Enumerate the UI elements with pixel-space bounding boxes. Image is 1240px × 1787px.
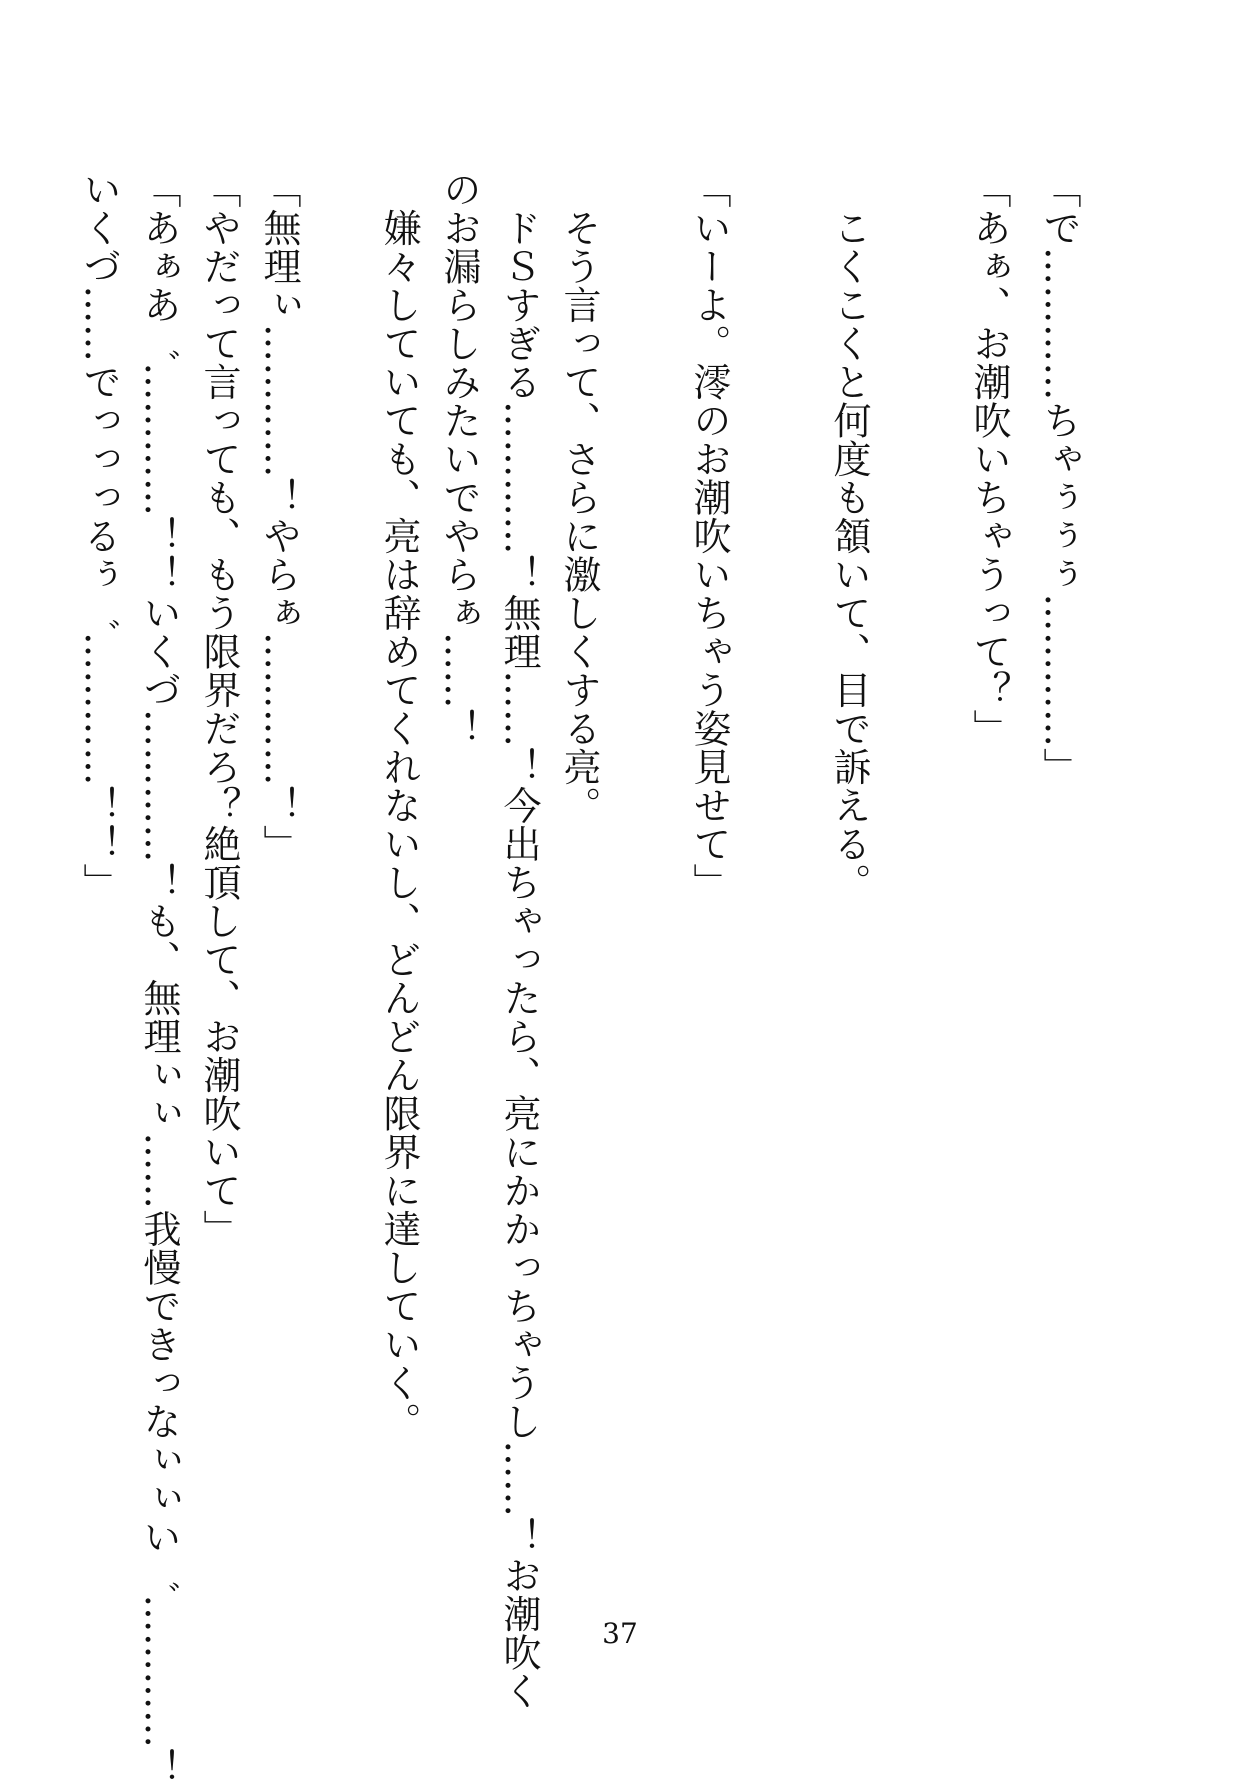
text-line-10: のお漏らしみたいでやらぁ……！ — [437, 170, 481, 748]
blank-line-3 — [895, 170, 943, 1700]
text-line-8: そう言って、さらに激しくする亮。 — [557, 170, 601, 825]
text-line-2: 「あぁ、お潮吹いちゃうって？」 — [967, 170, 1011, 748]
text-line-1: 「で…………ちゃぅぅぅ…………」 — [1037, 170, 1081, 786]
text-line-15: 「あぁあ゛…………！！いくづ…………！も、無理ぃぃ……我慢できっなぃぃい゛…………！ — [137, 170, 181, 1787]
text-line-16: いくづ……でっっっるぅ゛…………！！」 — [77, 170, 121, 902]
text-line-6: 「いーよ。澪のお潮吹いちゃう姿見せて」 — [687, 170, 731, 902]
blank-line-5 — [755, 170, 803, 1700]
text-line-13: 「無理ぃ…………！やらぁ…………！」 — [257, 170, 301, 863]
page-number: 37 — [602, 1617, 638, 1650]
text-line-14: 「やだって言っても、もう限界だろ？絶頂して、お潮吹いて」 — [197, 170, 241, 1248]
text-line-4: こくこくと何度も頷いて、目で訴える。 — [827, 170, 871, 902]
text-line-9: ドＳすぎる…………！無理……！今出ちゃったら、亮にかかっちゃうし……！お潮吹く — [497, 170, 541, 1710]
text-line-11: 嫌々していても、亮は辞めてくれないし、どんどん限界に達していく。 — [377, 170, 421, 1441]
blank-line-12 — [315, 170, 363, 1700]
blank-line-7 — [615, 170, 663, 1700]
